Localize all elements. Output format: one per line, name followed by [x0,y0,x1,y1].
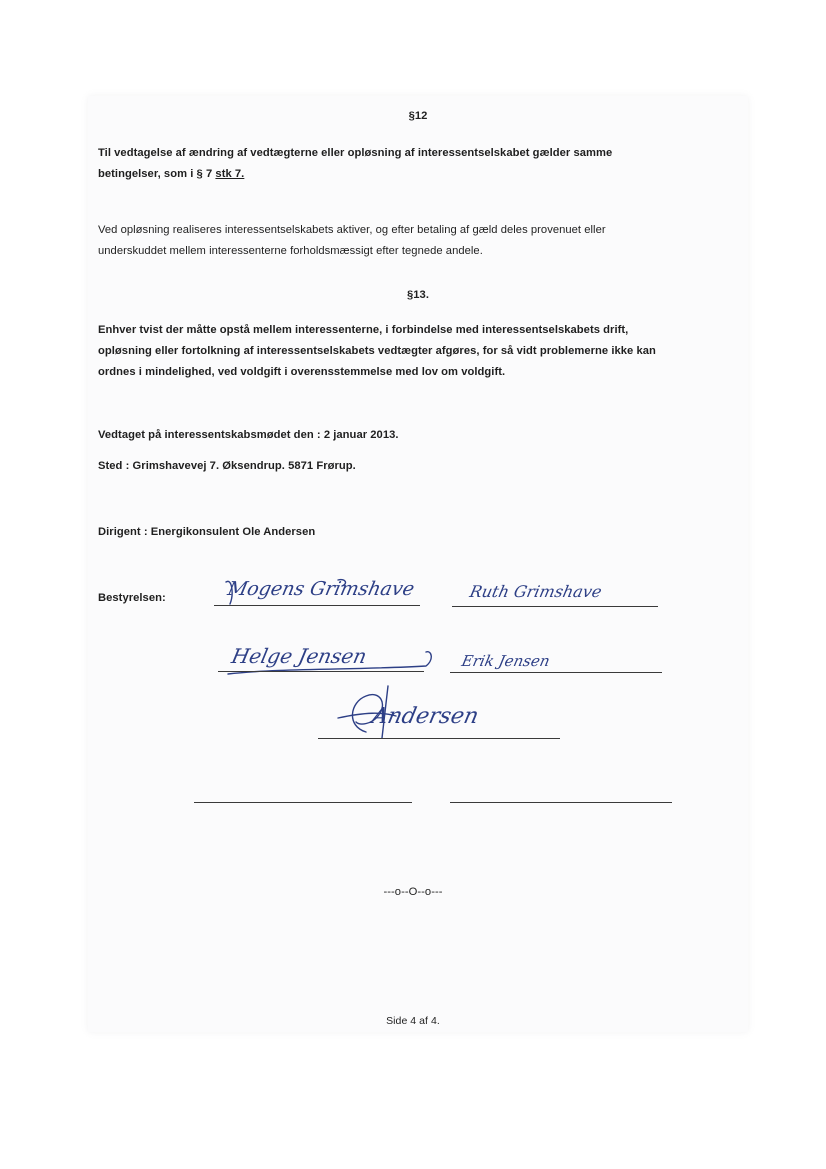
section-12-paragraph-2 [98,220,606,262]
signature-3-flourish [220,640,450,680]
signature-line-6 [194,802,412,803]
adoption-date-line: Vedtaget på interessentskabsmødet den : 2 januar 2013. [98,429,399,441]
page-footer: Side 4 af 4. [386,1015,440,1027]
section-12-paragraph-1-line-2 [98,164,612,185]
section-13-line-1: Enhver tvist der måtte opstå mellem interessenterne, i forbindelse med interessentselskabets drift, [98,324,629,336]
section-13-paragraph [98,320,656,383]
section-12-line-2-text: betingelser, som i § 7 [98,168,216,180]
signature-ruth-grimshave: Ruth Grimshave [467,582,604,601]
section-12-paragraph-1 [98,143,612,185]
signature-andersen: Andersen [369,704,481,729]
section-7-reference: stk 7. [215,168,245,180]
section-12-paragraph-1-line-1: Til vedtagelse af ændring af vedtægterne eller opløsning af interessentselskabet gælder samme [98,147,613,159]
signature-erik-jensen: Erik Jensen [460,652,552,670]
signature-line-5 [318,738,560,739]
signature-line-4 [450,672,662,673]
section-13-line-2: opløsning eller fortolkning af interessentselskabets vedtægter afgøres, for så vidt problemerne ikke kan [98,345,656,357]
end-mark: ---o--O--o--- [383,886,443,898]
section-12-paragraph-2-line-1: Ved opløsning realiseres interessentselskabets aktiver, og efter betaling af gæld deles provenuet eller [98,224,606,236]
signature-line-1 [214,605,420,606]
section-12-heading: §12 [408,110,428,122]
meeting-place-line: Sted : Grimshavevej 7. Øksendrup. 5871 Frørup. [98,460,356,472]
board-label: Bestyrelsen: [98,592,166,604]
section-13-heading: §13. [407,289,429,301]
signature-helge-jensen: Helge Jensen [229,644,369,668]
section-13-line-3: ordnes i mindelighed, ved voldgift i overensstemmelse med lov om voldgift. [98,366,506,378]
signature-mogens-grimshave: Mogens Grimshave [225,578,417,600]
signature-line-3 [218,671,424,672]
chairman-line: Dirigent : Energikonsulent Ole Andersen [98,526,316,538]
signature-line-7 [450,802,672,803]
signature-line-2 [452,606,658,607]
section-12-paragraph-2-line-2: underskuddet mellem interessenterne forholdsmæssigt efter tegnede andele. [98,245,483,257]
